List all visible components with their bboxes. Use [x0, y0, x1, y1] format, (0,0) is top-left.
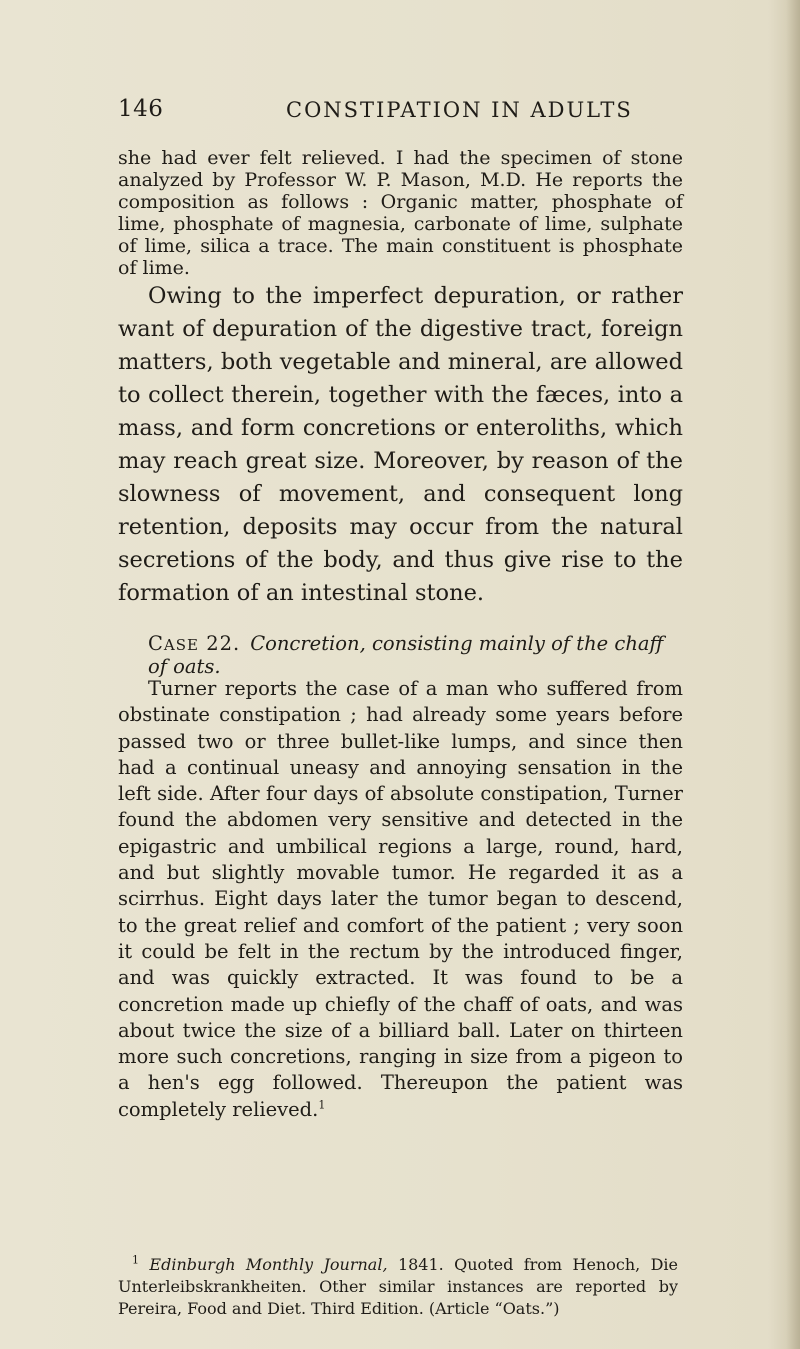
paragraph-depuration — [118, 280, 683, 610]
paragraph-case-report — [118, 676, 683, 1123]
page-header — [118, 96, 678, 136]
footnote-text: 1841. Quoted from Henoch, Die Unterleibskrankheiten. Other similar instances are reported by Pereira, Food and Diet. Third Edition. (Article “Oats.”) — [118, 1255, 679, 1318]
footnote-reference[interactable]: 1 — [318, 1098, 326, 1112]
footnote-marker: 1 — [132, 1253, 139, 1267]
case-title: Concretion, consisting mainly of the chaff of oats. — [148, 632, 664, 678]
page-number: 146 — [118, 96, 164, 122]
paragraph-depuration-text: Owing to the imperfect depuration, or rather want of depuration of the digestive tract, foreign matters, both vegetable and mineral, are allowed to collect therein, together with the fæces, into a mass, and form concretions or enteroliths, which may reach great size. Moreover, by reason of the slowness of movement, and consequent long retention, deposits may occur from the natural secretions of the body, and thus give rise to the formation of an intestinal stone. — [118, 283, 683, 606]
running-head: CONSTIPATION IN ADULTS — [286, 98, 633, 122]
paragraph-continued: she had ever felt relieved. I had the specimen of stone analyzed by Professor W. P. Mason, M.D. He reports the composition as follows : Organic matter, phosphate of lime, phosphate of magnesia, carbonate of lime, sulphate of lime, silica a trace. The main constituent is phosphate of lime. — [118, 147, 683, 279]
case-label-smallcaps: ASE — [163, 636, 199, 654]
footnote-journal: Edinburgh Monthly Journal, — [149, 1255, 388, 1274]
footnote — [118, 1254, 678, 1320]
paragraph-case-text: Turner reports the case of a man who suffered from obstinate constipation ; had already some years before passed two or three bullet-like lumps, and since then had a continual uneasy and annoying sensation in the left side. After four days of absolute constipation, Turner found the abdomen very sensitive and detected in the epigastric and umbilical regions a large, round, hard, and but slightly movable tumor. He regarded it as a scirrhus. Eight days later the tumor began to descend, to the great relief and comfort of the patient ; very soon it could be felt in the rectum by the introduced finger, and was quickly extracted. It was found to be a concretion made up chiefly of the chaff of oats, and was about twice the size of a billiard ball. Later on thirteen more such concretions, ranging in size from a pigeon to a hen's egg followed. Thereupon the patient was completely relieved. — [118, 677, 683, 1121]
case-label-initial: C — [148, 632, 164, 655]
case-heading — [148, 632, 688, 678]
page-edge-shadow — [786, 0, 800, 1349]
case-label — [148, 632, 240, 655]
case-number: 22. — [206, 632, 241, 655]
